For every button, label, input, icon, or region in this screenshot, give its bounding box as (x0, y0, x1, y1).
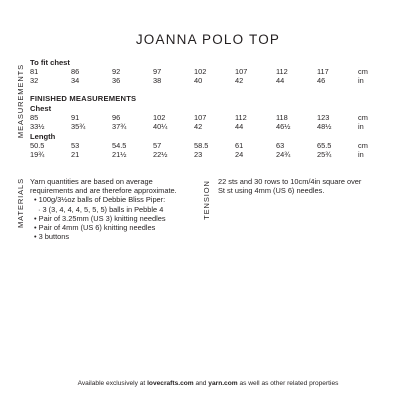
to-fit-chest-table (30, 58, 400, 85)
unit-label: in (358, 122, 364, 131)
table-cell: 102 (194, 67, 207, 76)
unit-label: cm (358, 67, 368, 76)
materials-line: requirements and are therefore approximate. (30, 186, 177, 196)
materials-bullet: • Pair of 4mm (US 6) knitting needles (34, 223, 156, 233)
finished-measurements-table (30, 94, 400, 159)
table-cell: 23 (194, 150, 203, 159)
footer-link-lovecrafts[interactable]: lovecrafts.com (147, 380, 194, 387)
table-cell: 123 (317, 113, 330, 122)
unit-label: in (358, 76, 364, 85)
table-cell: 21 (71, 150, 80, 159)
table-cell: 24¾ (276, 150, 291, 159)
table-cell: 112 (276, 67, 288, 76)
footer-link-yarn[interactable]: yarn.com (208, 380, 238, 387)
footer-availability (0, 380, 416, 387)
footer-suffix: as well as other related properties (237, 380, 339, 387)
table-cell: 53 (71, 141, 80, 150)
table-cell: 44 (276, 76, 285, 85)
length-cm-row (30, 141, 400, 150)
table-cell: 117 (317, 67, 329, 76)
length-in-row (30, 150, 400, 159)
table-cell: 44 (235, 122, 244, 131)
table-cell: 40¼ (153, 122, 168, 131)
table-cell: 22½ (153, 150, 168, 159)
tension-line: 22 sts and 30 rows to 10cm/4in square over (218, 177, 362, 186)
finished-measurements-heading: FINISHED MEASUREMENTS (30, 94, 137, 103)
table-cell: 102 (153, 113, 166, 122)
materials-bullet: • 100g/3½oz balls of Debbie Bliss Piper: (34, 195, 166, 205)
table-cell: 63 (276, 141, 285, 150)
table-cell: 25¾ (317, 150, 332, 159)
table-cell: 19¾ (30, 150, 45, 159)
table-cell: 97 (153, 67, 162, 76)
table-cell: 40 (194, 76, 203, 85)
table-cell: 24 (235, 150, 244, 159)
table-cell: 54.5 (112, 141, 127, 150)
table-cell: 118 (276, 113, 288, 122)
to-fit-chest-cm-row (30, 67, 400, 76)
table-cell: 86 (71, 67, 80, 76)
table-cell: 42 (235, 76, 244, 85)
table-cell: 107 (235, 67, 248, 76)
table-cell: 46 (317, 76, 326, 85)
table-cell: 42 (194, 122, 203, 131)
to-fit-chest-in-row (30, 76, 400, 85)
table-cell: 58.5 (194, 141, 209, 150)
table-cell: 50.5 (30, 141, 45, 150)
table-cell: 85 (30, 113, 39, 122)
page-title: JOANNA POLO TOP (135, 32, 281, 47)
table-cell: 65.5 (317, 141, 332, 150)
table-cell: 112 (235, 113, 247, 122)
table-cell: 57 (153, 141, 162, 150)
table-cell: 91 (71, 113, 80, 122)
table-cell: 32 (30, 76, 39, 85)
table-cell: 61 (235, 141, 244, 150)
table-cell: 107 (194, 113, 207, 122)
materials-text (30, 177, 200, 241)
tension-section-label: TENSION (202, 180, 211, 220)
table-cell: 33½ (30, 122, 45, 131)
tension-line: St st using 4mm (US 6) needles. (218, 186, 325, 196)
tension-text (218, 177, 398, 195)
table-cell: 36 (112, 76, 121, 85)
unit-label: cm (358, 141, 368, 150)
table-cell: 38 (153, 76, 162, 85)
chest-cm-row (30, 113, 400, 122)
unit-label: cm (358, 113, 368, 122)
materials-sub-bullet: · 3 (3, 4, 4, 4, 5, 5, 5) balls in Pebble 4 (38, 204, 164, 214)
chest-heading: Chest (30, 104, 52, 113)
table-cell: 92 (112, 67, 121, 76)
to-fit-chest-heading: To fit chest (30, 58, 70, 67)
table-cell: 48½ (317, 122, 332, 131)
table-cell: 35¾ (71, 122, 86, 131)
table-cell: 34 (71, 76, 80, 85)
chest-in-row (30, 122, 400, 131)
footer-middle: and (193, 380, 209, 387)
materials-line: Yarn quantities are based on average (30, 177, 153, 186)
footer-prefix: Available exclusively at (77, 380, 148, 387)
table-cell: 21½ (112, 150, 127, 159)
table-cell: 81 (30, 67, 39, 76)
length-heading: Length (30, 132, 56, 141)
table-cell: 37¾ (112, 122, 127, 131)
measurements-section-label: MEASUREMENTS (16, 63, 25, 139)
unit-label: in (358, 150, 364, 159)
materials-section-label: MATERIALS (16, 177, 25, 229)
table-cell: 96 (112, 113, 121, 122)
materials-bullet: • 3 buttons (34, 232, 70, 242)
materials-bullet: • Pair of 3.25mm (US 3) knitting needles (34, 213, 166, 223)
table-cell: 46½ (276, 122, 291, 131)
